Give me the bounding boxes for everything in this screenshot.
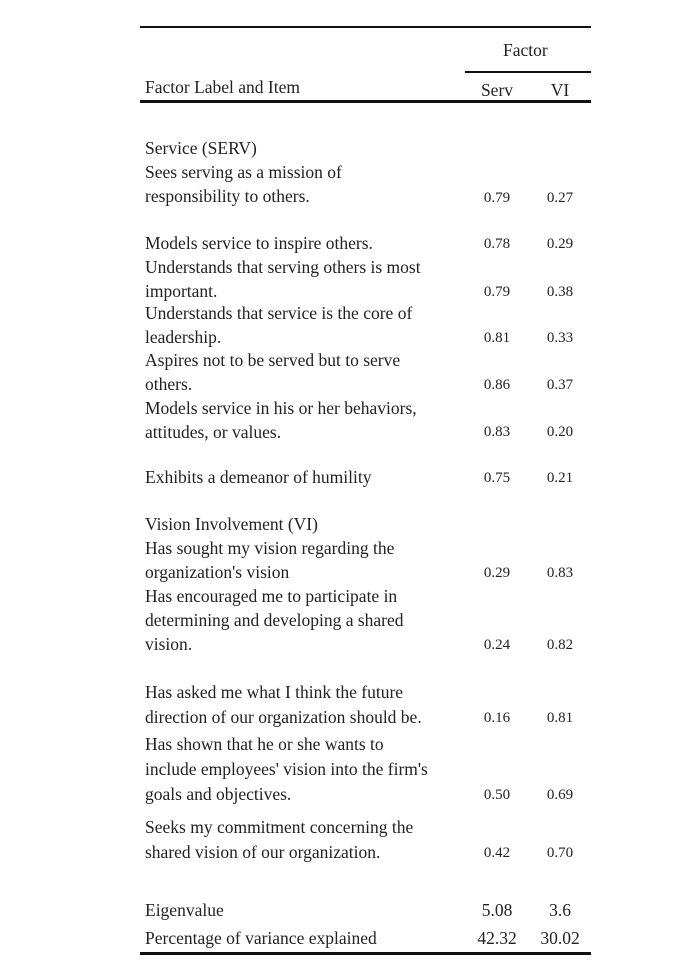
item-text: attitudes, or values. — [145, 422, 282, 442]
serv-loading: 0.78 — [483, 236, 511, 252]
item-text: Aspires not to be served but to serve — [145, 350, 401, 370]
item-text: others. — [145, 374, 193, 394]
serv-loading: 0.50 — [483, 787, 511, 803]
item-text: Seeks my commitment concerning the — [145, 817, 414, 837]
item-text: Has sought my vision regarding the — [145, 538, 395, 558]
summary-label-eigenvalue: Eigenvalue — [145, 900, 224, 920]
label-column-heading: Factor Label and Item — [145, 77, 301, 97]
serv-loading: 0.81 — [483, 330, 511, 346]
serv-loading: 0.24 — [483, 637, 511, 653]
item-text: responsibility to others. — [145, 186, 310, 206]
item-text: direction of our organization should be. — [145, 707, 422, 727]
vi-loading: 0.27 — [546, 190, 574, 206]
serv-loading: 0.86 — [483, 377, 511, 393]
item-text: vision. — [145, 634, 193, 654]
item-text: organization's vision — [145, 562, 290, 582]
serv-loading: 0.29 — [483, 565, 511, 581]
vi-loading: 0.33 — [546, 330, 574, 346]
vi-loading: 0.38 — [546, 284, 574, 300]
serv-column-heading: Serv — [480, 80, 514, 100]
serv-loading: 0.75 — [483, 470, 511, 486]
item-text: important. — [145, 281, 218, 301]
item-text: Models service in his or her behaviors, — [145, 398, 417, 418]
item-text: shared vision of our organization. — [145, 842, 381, 862]
item-text: include employees' vision into the firm's — [145, 759, 428, 779]
item-text: goals and objectives. — [145, 784, 292, 804]
serv-loading: 0.79 — [483, 284, 511, 300]
item-text: Exhibits a demeanor of humility — [145, 467, 372, 487]
top-rule — [140, 26, 591, 28]
item-text: Has asked me what I think the future — [145, 682, 404, 702]
summary-label-variance: Percentage of variance explained — [145, 928, 377, 948]
item-text: leadership. — [145, 327, 222, 347]
vi-loading: 0.83 — [546, 565, 574, 581]
eigenvalue-serv: 5.08 — [481, 900, 513, 920]
vi-loading: 0.81 — [546, 710, 574, 726]
vi-column-heading: VI — [550, 80, 570, 100]
item-text: Has shown that he or she wants to — [145, 734, 384, 754]
item-text: Models service to inspire others. — [145, 233, 373, 253]
variance-vi: 30.02 — [540, 928, 580, 948]
vi-loading: 0.20 — [546, 424, 574, 440]
section-title-serv: Service (SERV) — [145, 138, 257, 158]
bottom-rule — [140, 952, 591, 955]
vi-loading: 0.70 — [546, 845, 574, 861]
serv-loading: 0.79 — [483, 190, 511, 206]
item-text: Understands that service is the core of — [145, 303, 413, 323]
serv-loading: 0.83 — [483, 424, 511, 440]
vi-loading: 0.29 — [546, 236, 574, 252]
variance-serv: 42.32 — [477, 928, 517, 948]
vi-loading: 0.69 — [546, 787, 574, 803]
vi-loading: 0.21 — [546, 470, 574, 486]
serv-loading: 0.42 — [483, 845, 511, 861]
vi-loading: 0.82 — [546, 637, 574, 653]
section-title-vi: Vision Involvement (VI) — [145, 514, 318, 534]
item-text: Sees serving as a mission of — [145, 162, 342, 182]
item-text: Understands that serving others is most — [145, 257, 421, 277]
factor-heading: Factor — [503, 40, 548, 60]
serv-loading: 0.16 — [483, 710, 511, 726]
vi-loading: 0.37 — [546, 377, 574, 393]
factor-rule — [465, 71, 591, 73]
eigenvalue-vi: 3.6 — [549, 900, 571, 920]
item-text: Has encouraged me to participate in — [145, 586, 398, 606]
item-text: determining and developing a shared — [145, 610, 404, 630]
